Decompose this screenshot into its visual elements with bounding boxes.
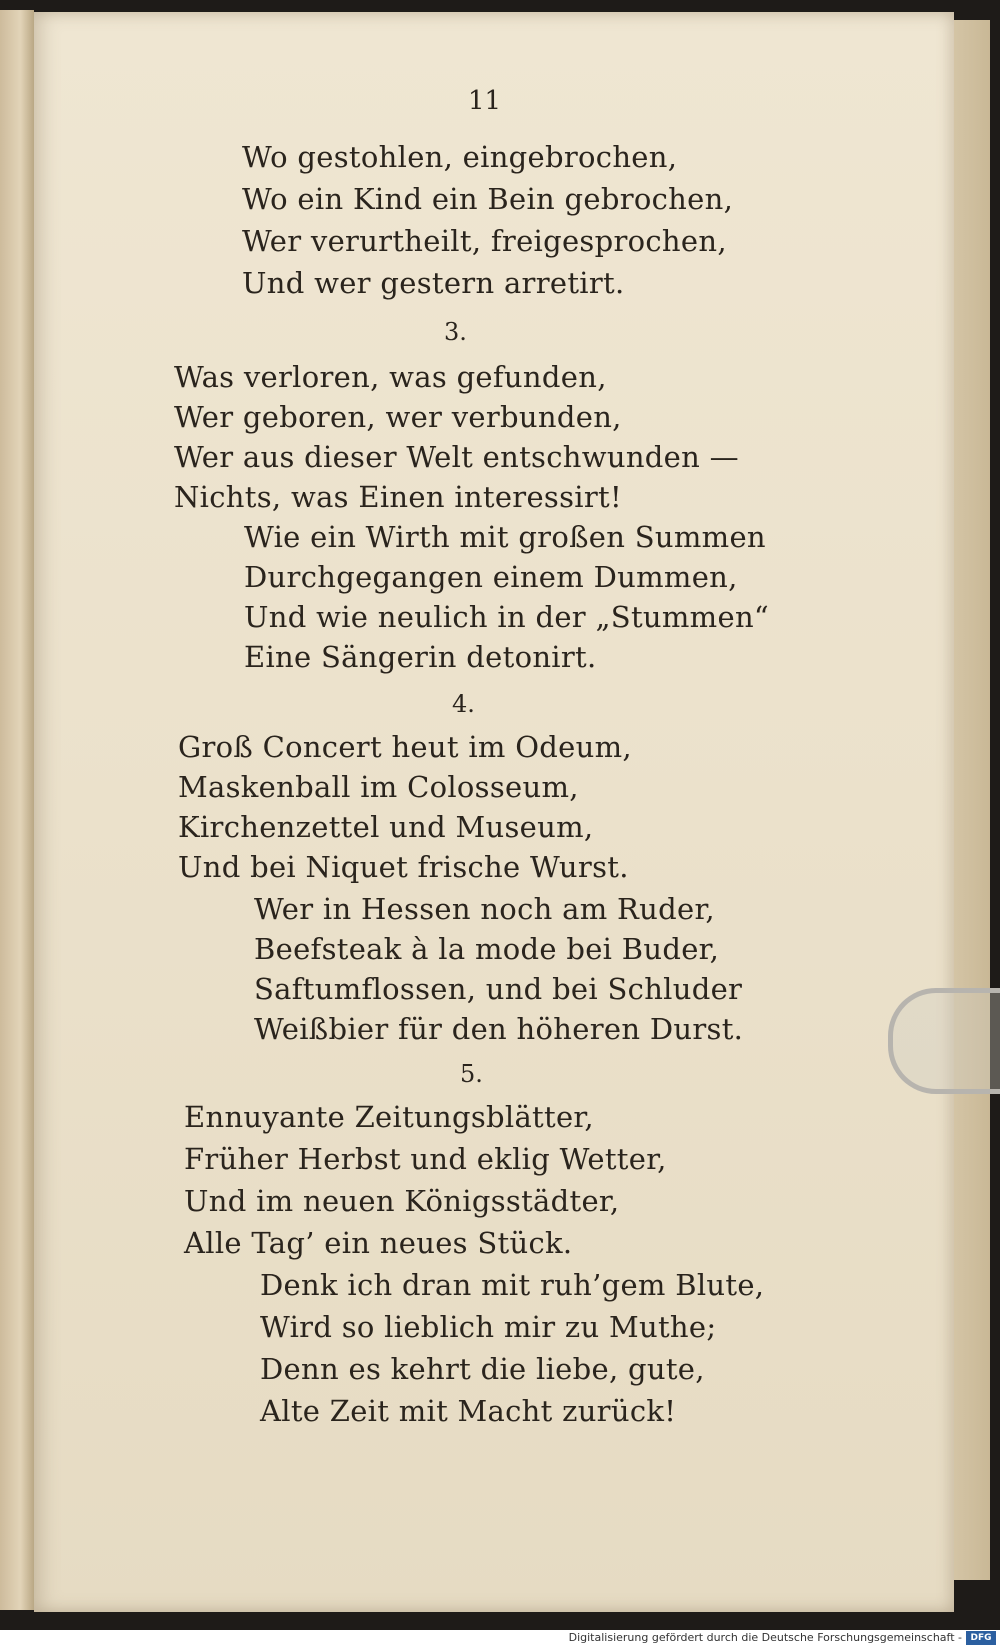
poem-line: Weißbier für den höheren Durst. [254,1012,744,1046]
poem-line: Saftumflossen, und bei Schluder [254,972,743,1006]
poem-line: Nichts, was Einen interessirt! [174,480,622,514]
poem-line: Beefsteak à la mode bei Buder, [254,932,720,966]
poem-line: Denk ich dran mit ruh’gem Blute, [260,1268,765,1302]
poem-line: Eine Sängerin detonirt. [244,640,597,674]
stanza-number: 4. [452,690,475,718]
poem-line: Alle Tag’ ein neues Stück. [184,1226,573,1260]
stanza-number: 3. [444,318,467,346]
poem-line: Wo ein Kind ein Bein gebrochen, [242,182,734,216]
dfg-logo-icon: DFG [966,1631,996,1645]
poem-line: Ennuyante Zeitungsblätter, [184,1100,594,1134]
page-number: 11 [468,86,502,116]
poem-line: Wird so lieblich mir zu Muthe; [260,1310,717,1344]
poem-line: Alte Zeit mit Macht zurück! [260,1394,677,1428]
left-page-edge [0,10,34,1610]
poem-line: Denn es kehrt die liebe, gute, [260,1352,705,1386]
poem-line: Durchgegangen einem Dummen, [244,560,738,594]
poem-line: Maskenball im Colosseum, [178,770,579,804]
poem-line: Kirchenzettel und Museum, [178,810,594,844]
poem-line: Früher Herbst und eklig Wetter, [184,1142,667,1176]
poem-line: Und im neuen Königsstädter, [184,1184,620,1218]
poem-line: Wo gestohlen, eingebrochen, [242,140,678,174]
poem-line: Und wie neulich in der „Stummen“ [244,600,770,634]
poem-line: Wer aus dieser Welt entschwunden — [174,440,739,474]
poem-line: Was verloren, was gefunden, [174,360,607,394]
poem-line: Und wer gestern arretirt. [242,266,625,300]
poem-line: Und bei Niquet frische Wurst. [178,850,629,884]
poem-line: Wie ein Wirth mit großen Summen [244,520,766,554]
poem-line: Wer in Hessen noch am Ruder, [254,892,715,926]
poem-line: Wer verurtheilt, freigesprochen, [242,224,727,258]
paper-clip [888,988,1000,1094]
stanza-number: 5. [460,1060,483,1088]
digitization-credit: Digitalisierung gefördert durch die Deutsche Forschungsgemeinschaft - [568,1631,962,1644]
poem-line: Groß Concert heut im Odeum, [178,730,632,764]
poem-line: Wer geboren, wer verbunden, [174,400,622,434]
